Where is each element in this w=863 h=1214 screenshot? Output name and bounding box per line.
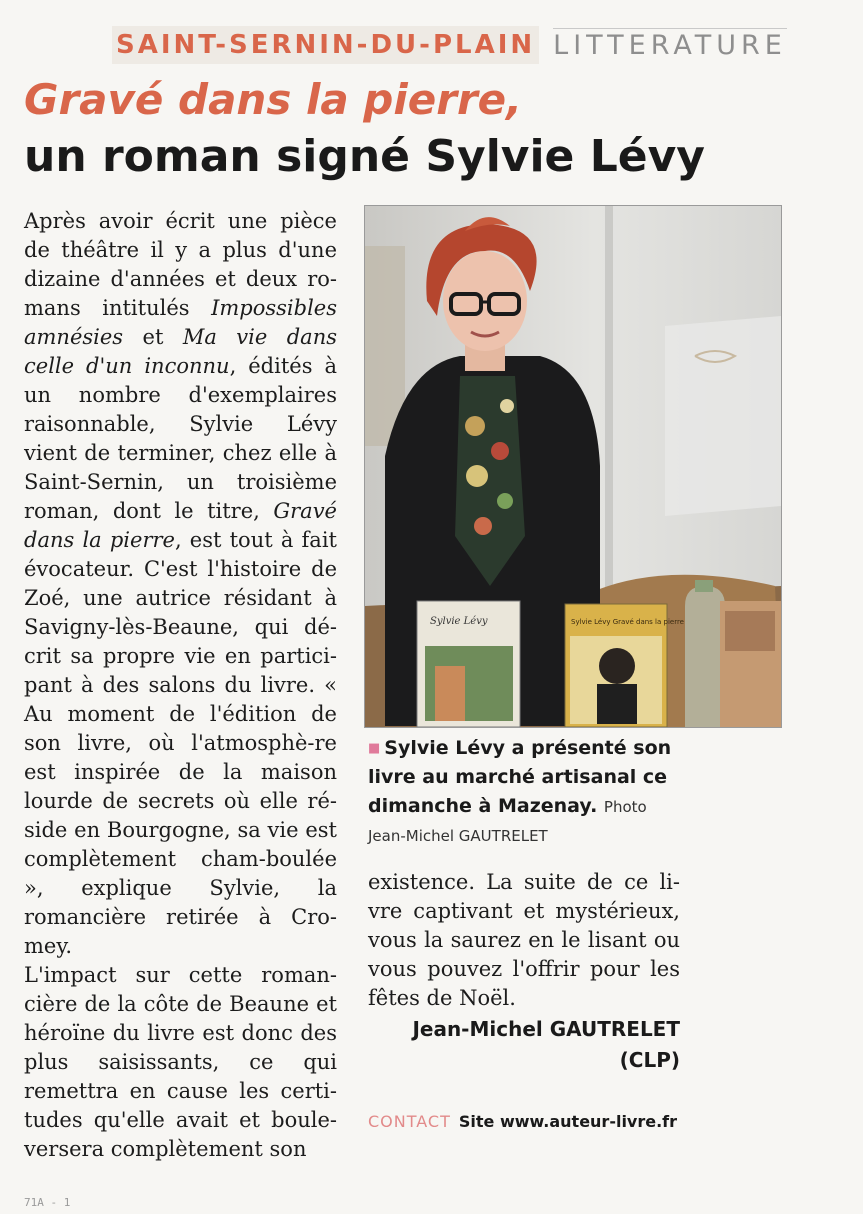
location-tag: SAINT-SERNIN-DU-PLAIN xyxy=(112,26,539,64)
book-title-2: Ma vie dans celle d'un inconnu xyxy=(24,325,337,378)
contact-label: CONTACT xyxy=(368,1112,451,1131)
book-cover-title-1: Sylvie Lévy xyxy=(430,616,488,627)
article-paragraph-2: L'impact sur cette roman-cière de la côte de Beaune et héroïne du livre est donc des plus saisissants, ce qui remettra en cause les certi-tudes qu'elle avait et boule-versera complètement son xyxy=(24,963,337,1161)
book-cover-title-2: Sylvie Lévy Gravé dans la pierre xyxy=(571,618,684,626)
text-run: , est tout à fait évocateur. C'est l'histoire de Zoé, une autrice résidant à Savigny-lès-Beaune, qui dé-crit sa propre vie en partici-pant à des salons du livre. « Au moment de l'édition de son livre, où l'atmosphè-re est inspirée de la maison lourde de secrets où elle ré-side en Bourgogne, sa vie est complètement cham-boulée », explique Sylvie, la romancière retirée à Cro-mey. xyxy=(24,528,337,958)
text-run: Après avoir écrit une pièce de théâtre il y a plus d'une dizaine d'années et deux ro-mans intitulés xyxy=(24,209,337,320)
photo-credit-label: Photo xyxy=(603,798,647,816)
headline xyxy=(24,72,844,186)
contact-line xyxy=(368,1110,698,1134)
section-kicker xyxy=(112,26,787,64)
rubric-tag: LITTERATURE xyxy=(553,29,787,61)
caption-bullet-icon: ■ xyxy=(368,741,381,756)
article-column-left xyxy=(24,207,337,1164)
page-code: 71A - 1 xyxy=(24,1196,71,1209)
headline-line-2: un roman signé Sylvie Lévy xyxy=(24,131,705,182)
text-run: , édités à un nombre d'exemplaires raisonnable, Sylvie Lévy vient de terminer, chez elle à Saint-Sernin, un troisième roman, dont le titre, xyxy=(24,354,338,523)
photo-illustration xyxy=(365,206,781,727)
article-paragraph-3: existence. La suite de ce li-vre captivant et mystérieux, vous la saurez en le lisant ou vous pouvez l'offrir pour les fêtes de Noël. xyxy=(368,870,680,1010)
article-column-right xyxy=(368,868,680,1075)
caption-text-block xyxy=(368,734,688,822)
contact-website: Site www.auteur-livre.fr xyxy=(458,1112,678,1131)
article-photo xyxy=(364,205,782,728)
photo-caption xyxy=(368,734,688,851)
headline-line-1: Gravé dans la pierre, xyxy=(24,75,523,124)
author-byline: Jean-Michel GAUTRELET xyxy=(412,1017,680,1041)
article-paragraph-1 xyxy=(24,207,337,961)
photo-credit-name: Jean-Michel GAUTRELET xyxy=(368,827,548,845)
caption-text: Sylvie Lévy a présenté son livre au marché artisanal ce dimanche à Mazenay. xyxy=(368,737,672,817)
agency-byline: (CLP) xyxy=(619,1048,680,1072)
book-title-1: Impossibles amnésies xyxy=(24,296,337,349)
text-run: et xyxy=(123,325,183,349)
book-title-3: Gravé dans la pierre xyxy=(24,499,337,552)
